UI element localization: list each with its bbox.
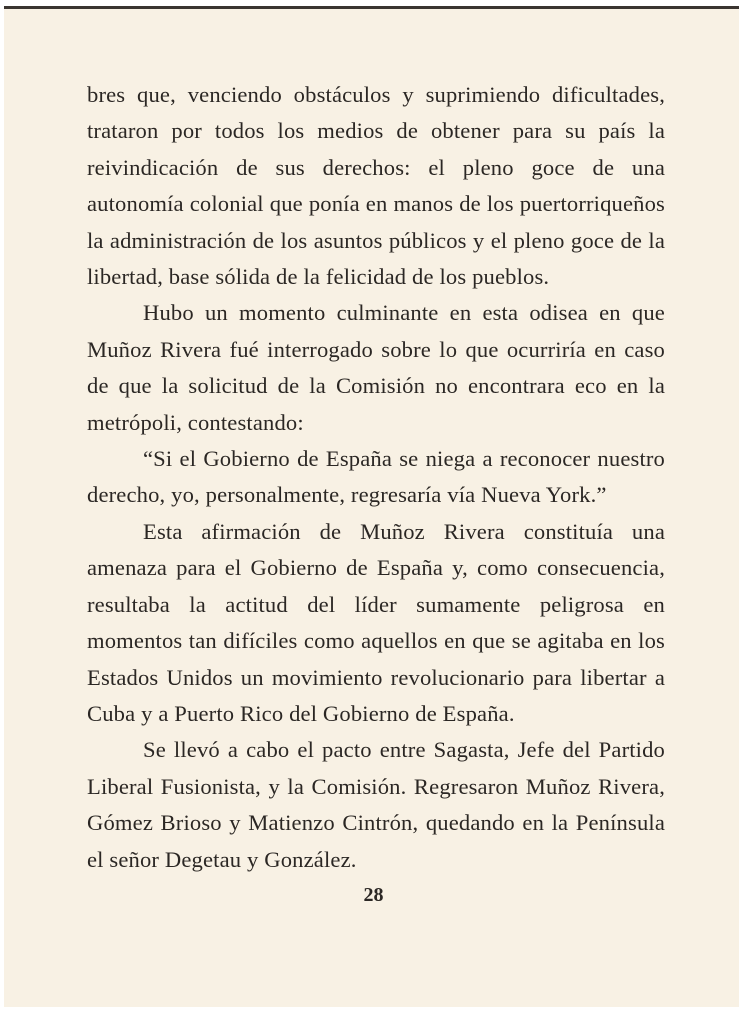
body-text [87, 77, 665, 878]
paragraph-3-quote: “Si el Gobierno de España se niega a reconocer nuestro derecho, yo, personalmente, regresaría vía Nueva York.” [87, 446, 665, 508]
page-edge [739, 6, 747, 1007]
page-number: 28 [363, 884, 384, 906]
paragraph-5: Se llevó a cabo el pacto entre Sagasta, Jefe del Partido Liberal Fusionista, y la Comisión. Regresaron Muñoz Rivera, Gómez Brioso y Matienzo Cintrón, quedando en la Península el señor Degetau y González. [87, 737, 665, 872]
paragraph-4: Esta afirmación de Muñoz Rivera constituía una amenaza para el Gobierno de España y, como consecuencia, resultaba la actitud del líder sumamente peligrosa en momentos tan difíciles como aquellos en que se agitaba en los Estados Unidos un movimiento revolucionario para libertar a Cuba y a Puerto Rico del Gobierno de España. [87, 518, 665, 726]
paragraph-1: bres que, venciendo obstáculos y suprimiendo dificultades, trataron por todos los medios de obtener para su país la reivindicación de sus derechos: el pleno goce de una autonomía colonial que ponía en manos de los puertorriqueños la administración de los asuntos públicos y el pleno goce de la libertad, base sólida de la felicidad de los pueblos. [87, 82, 665, 290]
paragraph-2: Hubo un momento culminante en esta odisea en que Muñoz Rivera fué interrogado sobre lo que ocurriría en caso de que la solicitud de la Comisión no encontrara eco en la metrópoli, contestando: [87, 300, 665, 435]
